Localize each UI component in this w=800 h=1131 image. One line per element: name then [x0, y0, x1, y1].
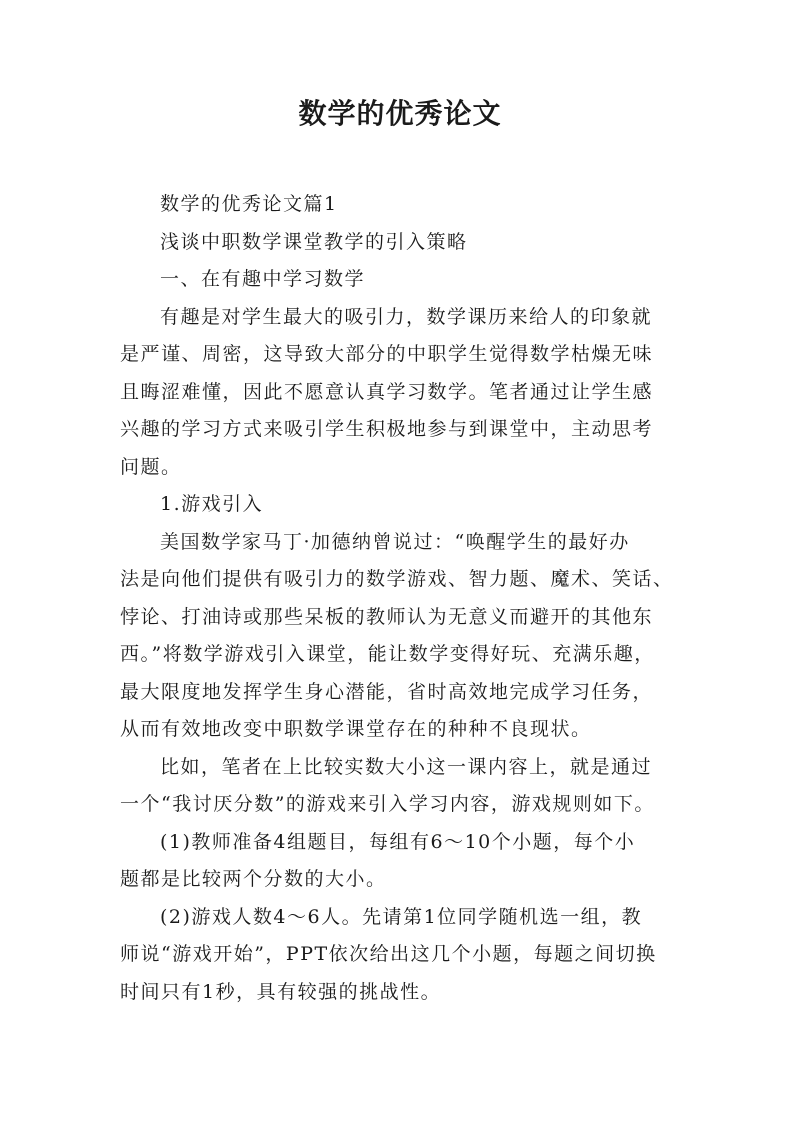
paragraph-line: 兴趣的学习方式来吸引学生积极地参与到课堂中，主动思考: [120, 418, 654, 440]
paragraph-line: 西。”将数学游戏引入课堂，能让数学变得好玩、充满乐趣，: [120, 643, 655, 665]
paragraph-line: 从而有效地改变中职数学课堂存在的种种不良现状。: [120, 718, 592, 740]
paragraph-line: (2)游戏人数4～6人。先请第1位同学随机选一组，教: [160, 905, 643, 928]
paragraph-line: 师说“游戏开始”，PPT依次给出这几个小题，每题之间切换: [120, 943, 657, 965]
paragraph-line: 美国数学家马丁·加德纳曾说过：“唤醒学生的最好办: [160, 530, 630, 553]
paragraph-rule-2: [120, 899, 688, 1012]
paragraph-line: 有趣是对学生最大的吸引力，数学课历来给人的印象就: [160, 305, 653, 328]
subsection-heading: 一、在有趣中学习数学: [160, 268, 366, 290]
item-heading: 1.游戏引入: [160, 493, 264, 515]
article-title: 浅谈中职数学课堂教学的引入策略: [160, 230, 468, 253]
paragraph-line: 一个“我讨厌分数”的游戏来引入学习内容，游戏规则如下。: [120, 793, 655, 815]
paragraph-example: [120, 749, 688, 824]
paragraph-interest: [120, 299, 688, 487]
paragraph-line: 时间只有1秒，具有较强的挑战性。: [120, 980, 442, 1003]
paragraph-line: 题都是比较两个分数的大小。: [120, 868, 387, 890]
paragraph-line: 问题。: [120, 455, 182, 478]
paragraph-quote: [120, 524, 688, 749]
paragraph-line: 是严谨、周密，这导致大部分的中职学生觉得数学枯燥无味: [120, 343, 654, 365]
paragraph-line: 法是向他们提供有吸引力的数学游戏、智力题、魔术、笑话、: [120, 568, 674, 590]
paragraph-rule-1: [120, 824, 688, 899]
paragraph-line: (1)教师准备4组题目，每组有6～10个小题，每个小: [160, 830, 636, 853]
paragraph-line: 悖论、打油诗或那些呆板的教师认为无意义而避开的其他东: [120, 605, 654, 628]
document-title: 数学的优秀论文: [298, 97, 502, 130]
paragraph-line: 比如，笔者在上比较实数大小这一课内容上，就是通过: [160, 755, 653, 778]
section-heading: 数学的优秀论文篇1: [160, 193, 338, 215]
paragraph-line: 最大限度地发挥学生身心潜能，省时高效地完成学习任务，: [120, 680, 654, 703]
paragraph-line: 且晦涩难懂，因此不愿意认真学习数学。笔者通过让学生感: [120, 380, 654, 403]
document-body: [120, 186, 688, 1011]
